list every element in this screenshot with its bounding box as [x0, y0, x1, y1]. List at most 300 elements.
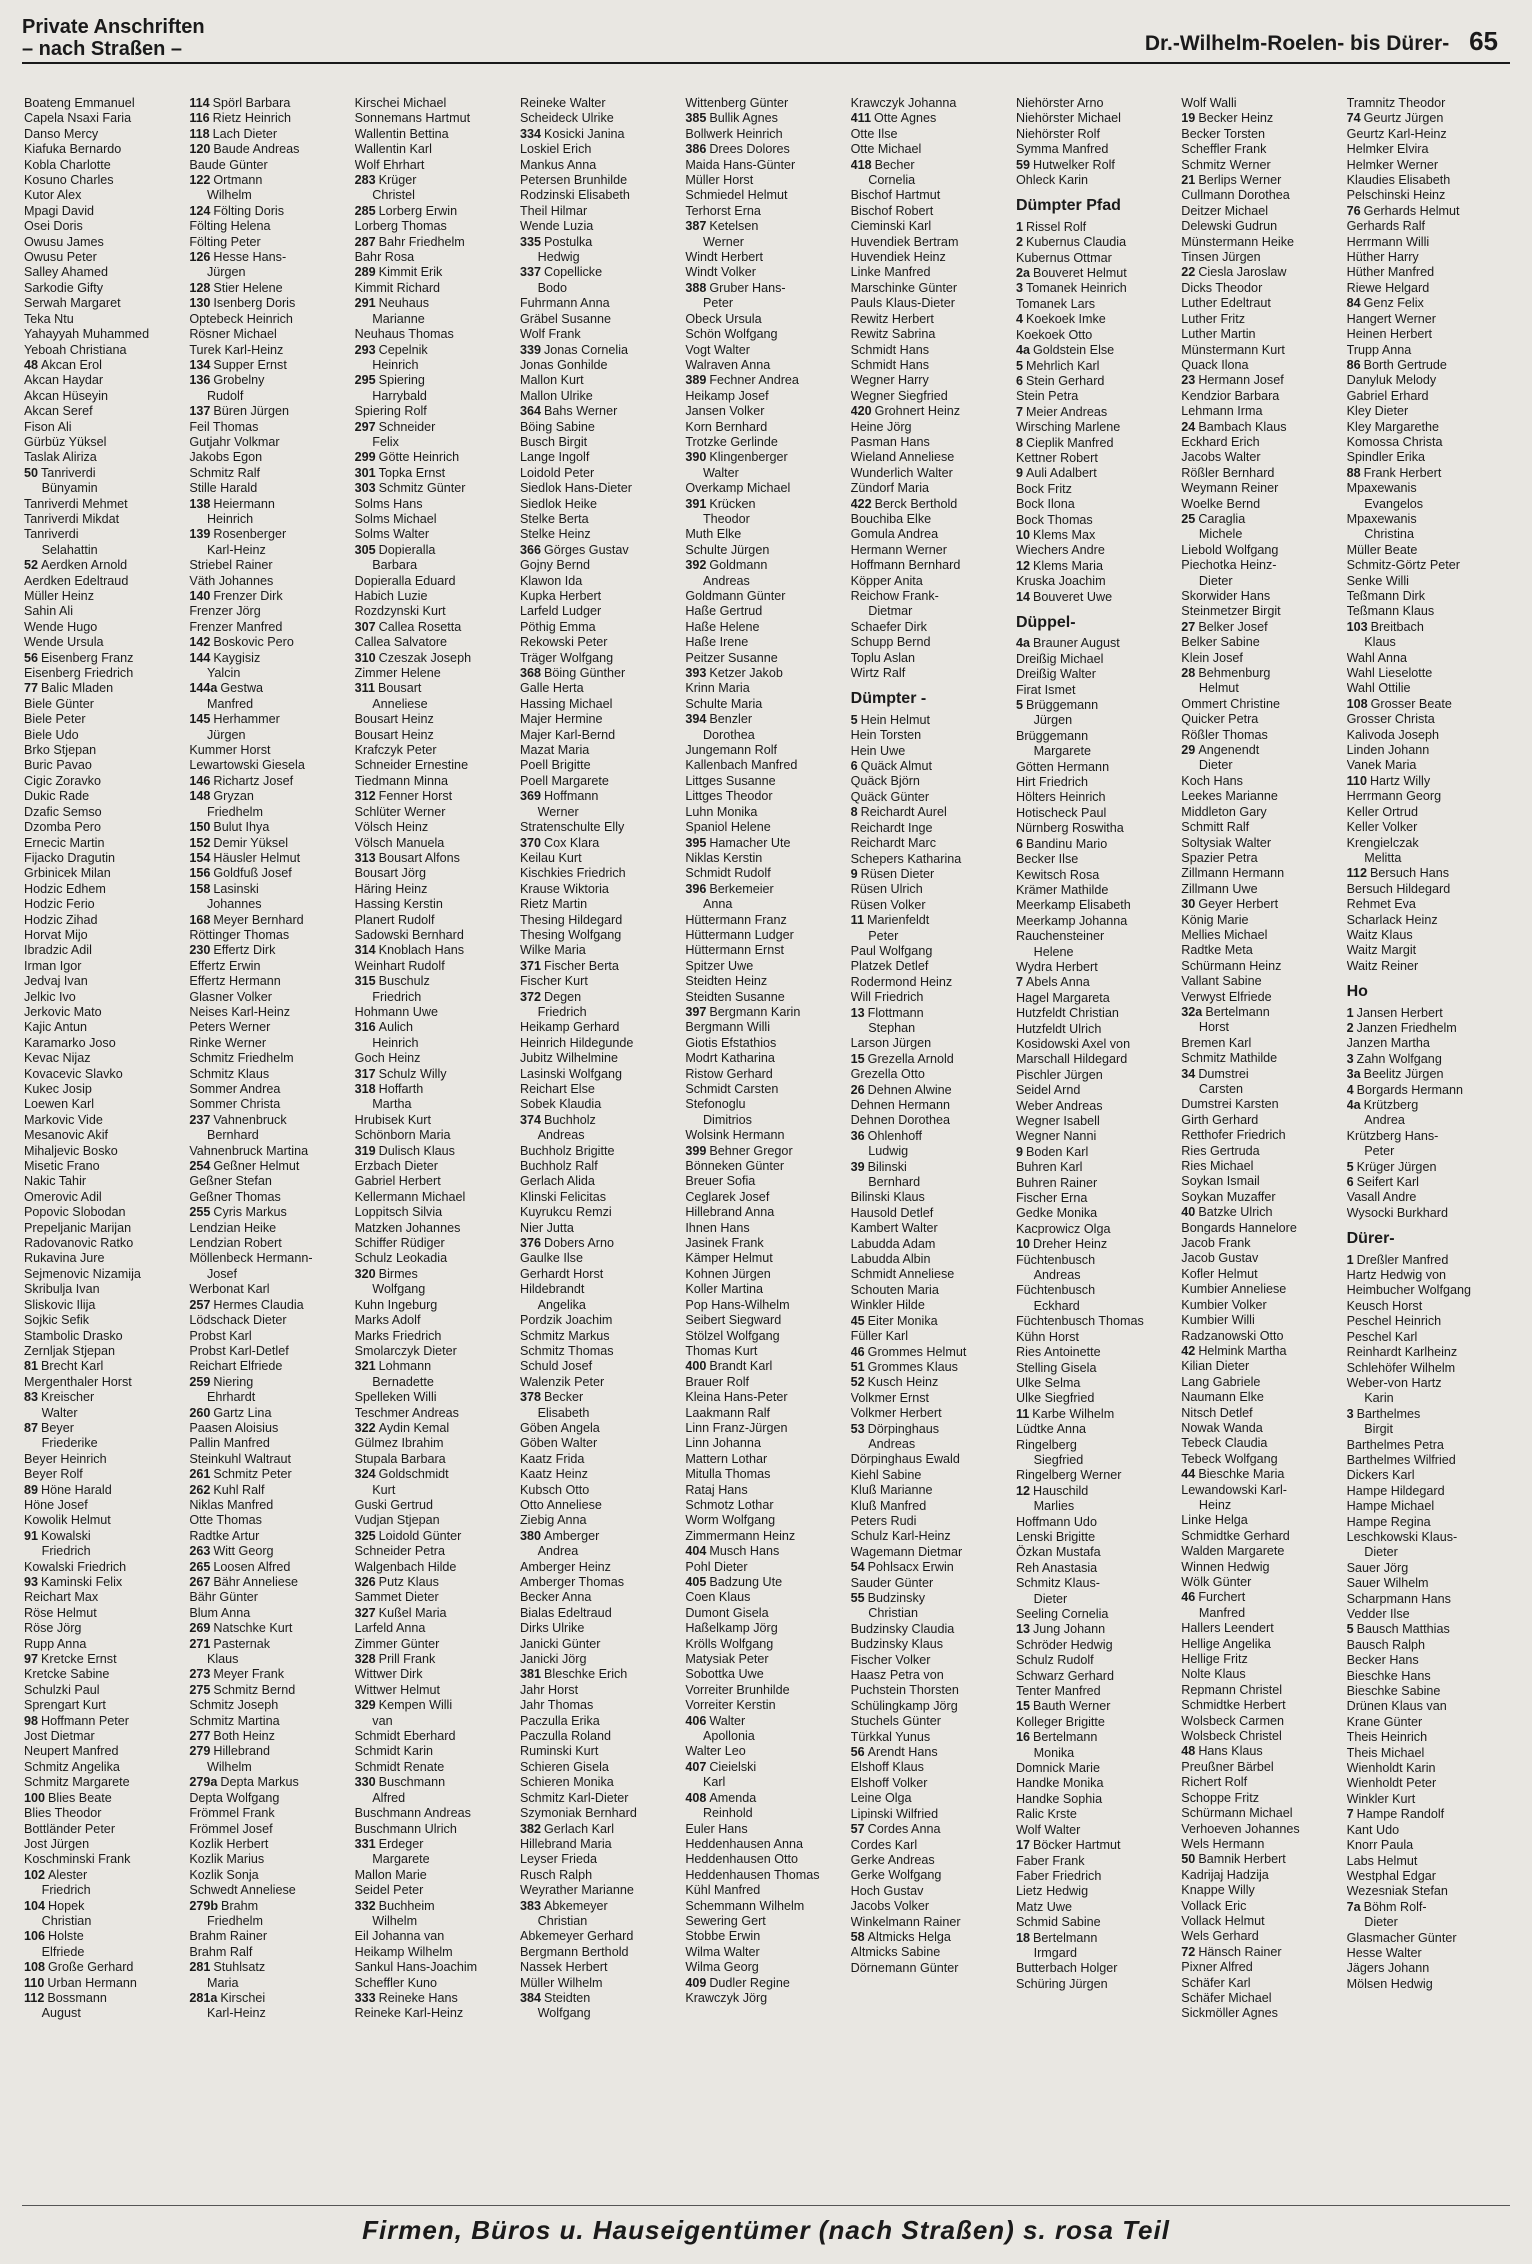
directory-entry	[189, 235, 350, 250]
directory-entry	[1347, 1036, 1508, 1051]
resident-name: Hotischeck Paul	[1015, 805, 1107, 820]
directory-entry	[24, 774, 185, 789]
directory-entry	[24, 1421, 185, 1436]
resident-name: Janzen Friedhelm	[1356, 1020, 1457, 1035]
resident-name: Striebel Rainer	[189, 558, 273, 573]
resident-name: Peters Werner	[189, 1020, 271, 1035]
resident-name: Ulke Selma	[1015, 1375, 1081, 1390]
resident-name: Birmes	[378, 1266, 418, 1281]
directory-entry	[520, 2006, 681, 2021]
house-number: 144a	[189, 681, 218, 696]
resident-name: Rauchensteiner	[1015, 929, 1105, 944]
house-number: 91	[24, 1528, 39, 1543]
directory-entry	[520, 1113, 681, 1128]
house-number: 254	[189, 1159, 211, 1174]
resident-name: Eckhard	[1033, 1298, 1080, 1313]
directory-entry	[1016, 1946, 1177, 1961]
directory-entry	[520, 1282, 681, 1297]
directory-entry	[520, 589, 681, 604]
resident-name: Jürgen	[206, 265, 246, 280]
resident-name: Lohmann	[378, 1359, 432, 1374]
resident-name: Eil Johanna van	[354, 1929, 445, 1944]
directory-entry	[24, 1529, 185, 1544]
directory-entry	[1347, 1884, 1508, 1899]
directory-entry	[355, 1914, 516, 1929]
directory-entry	[189, 327, 350, 342]
directory-entry	[1016, 667, 1177, 682]
directory-entry	[189, 974, 350, 989]
directory-entry	[685, 497, 846, 512]
directory-entry	[1016, 1206, 1177, 1221]
resident-name: Ziebig Anna	[519, 1513, 587, 1528]
directory-entry	[1181, 296, 1342, 311]
resident-name: Schwedt Anneliese	[189, 1883, 296, 1898]
resident-name: Schemmann Wilhelm	[685, 1898, 805, 1913]
resident-name: Frenzer Dirk	[213, 589, 283, 603]
resident-name: Haßelkamp Jörg	[685, 1621, 778, 1636]
resident-name: Kupka Herbert	[519, 589, 602, 603]
directory-entry	[520, 897, 681, 912]
house-number: 420	[850, 404, 872, 419]
resident-name: Goldstein Else	[1032, 343, 1115, 358]
directory-entry	[851, 512, 1012, 527]
directory-entry	[1347, 435, 1508, 450]
directory-entry	[1347, 697, 1508, 712]
directory-entry	[851, 1791, 1012, 1806]
resident-name: Thesing Hildegard	[519, 912, 623, 927]
directory-entry	[685, 204, 846, 219]
resident-name: Blies Beate	[48, 1790, 112, 1805]
resident-name: Gryzan	[213, 789, 254, 804]
directory-entry	[189, 1698, 350, 1713]
directory-entry	[355, 358, 516, 373]
directory-entry	[685, 173, 846, 188]
resident-name: Frank Herbert	[1363, 465, 1442, 480]
house-number: 27	[1181, 619, 1196, 634]
house-number: 269	[189, 1621, 211, 1636]
directory-entry	[24, 1637, 185, 1652]
directory-entry	[1347, 1391, 1508, 1406]
resident-name: Vahnenbruck Martina	[189, 1143, 309, 1158]
resident-name: Goldschmidt	[378, 1467, 449, 1482]
directory-entry	[189, 1205, 350, 1220]
resident-name: Selahattin	[41, 542, 98, 557]
resident-name: Goldmann	[709, 558, 768, 573]
directory-entry	[520, 543, 681, 558]
resident-name: Koekoek Imke	[1025, 312, 1106, 327]
resident-name: Brahm Rainer	[189, 1929, 268, 1944]
resident-name: Luther Edeltraut	[1181, 296, 1271, 311]
directory-entry	[355, 420, 516, 435]
directory-entry	[1347, 1715, 1508, 1730]
resident-name: Czeszak Joseph	[378, 650, 472, 665]
resident-name: Schröder Hedwig	[1015, 1637, 1113, 1652]
footer-rule	[22, 2205, 1510, 2206]
directory-entry	[1347, 450, 1508, 465]
resident-name: Buhren Rainer	[1015, 1175, 1098, 1190]
resident-name: Breitbach	[1370, 619, 1424, 634]
directory-entry	[189, 1729, 350, 1744]
resident-name: Petersen Brunhilde	[519, 173, 628, 188]
resident-name: Drünen Klaus van	[1346, 1699, 1447, 1714]
resident-name: Hodzic Zihad	[24, 912, 98, 927]
resident-name: Jahr Horst	[519, 1682, 579, 1697]
resident-name: Margarete	[372, 1852, 430, 1867]
resident-name: Kuyrukcu Remzi	[519, 1205, 612, 1220]
resident-name: Probst Karl	[189, 1328, 252, 1343]
directory-entry	[1347, 111, 1508, 126]
resident-name: Walter	[41, 1405, 78, 1420]
resident-name: Owusu Peter	[24, 250, 97, 265]
directory-entry	[355, 697, 516, 712]
resident-name: Demir Yüksel	[213, 835, 288, 850]
directory-column	[1347, 96, 1508, 2206]
directory-entry	[1016, 868, 1177, 883]
directory-entry	[24, 728, 185, 743]
resident-name: Müller Beate	[1346, 542, 1418, 557]
directory-entry	[24, 527, 185, 542]
resident-name: Bergmann Willi	[685, 1020, 770, 1035]
directory-entry	[685, 928, 846, 943]
directory-entry	[355, 1667, 516, 1682]
directory-entry	[1016, 1607, 1177, 1622]
directory-entry	[189, 1051, 350, 1066]
resident-name: Peschel Heinrich	[1346, 1314, 1442, 1329]
resident-name: Anneliese	[372, 696, 428, 711]
directory-entry	[24, 913, 185, 928]
directory-entry	[1016, 760, 1177, 775]
house-number: 108	[24, 1960, 46, 1975]
resident-name: Huvendiek Bertram	[850, 234, 959, 249]
house-number: 9	[1015, 1144, 1023, 1159]
house-number: 408	[685, 1790, 707, 1805]
resident-name: Frömmel Josef	[189, 1821, 273, 1836]
directory-entry	[685, 96, 846, 111]
resident-name: Borgards Hermann	[1356, 1082, 1464, 1097]
resident-name: Mattern Lothar	[685, 1451, 768, 1466]
directory-entry	[24, 1344, 185, 1359]
directory-entry	[1181, 1606, 1342, 1621]
house-number: 9	[1015, 466, 1023, 481]
resident-name: Lödschack Dieter	[189, 1313, 287, 1328]
directory-entry	[189, 1929, 350, 1944]
directory-entry	[1016, 1160, 1177, 1175]
resident-name: Bousart Heinz	[354, 712, 434, 727]
resident-name: Hangert Werner	[1346, 311, 1436, 326]
street-heading: Düppel-	[1015, 614, 1076, 631]
resident-name: Bongards Hannelore	[1181, 1220, 1297, 1235]
house-number: 289	[354, 265, 376, 280]
house-number: 140	[189, 589, 211, 603]
house-number: 319	[354, 1143, 376, 1158]
directory-entry	[520, 1960, 681, 1975]
resident-name: Hüttermann Ludger	[685, 927, 794, 942]
resident-name: Maria	[206, 1975, 239, 1990]
house-number: 303	[354, 481, 376, 496]
directory-entry	[520, 1852, 681, 1867]
directory-entry	[355, 1791, 516, 1806]
resident-name: Häring Heinz	[354, 881, 428, 896]
resident-name: Karl-Heinz	[206, 542, 266, 557]
directory-entry	[189, 1421, 350, 1436]
resident-name: Lendzian Heike	[189, 1220, 277, 1235]
directory-entry	[1347, 512, 1508, 527]
resident-name: Bersuch Hans	[1369, 866, 1450, 881]
house-number: 4a	[1015, 343, 1030, 358]
directory-entry	[24, 327, 185, 342]
resident-name: Heinrich	[372, 1035, 419, 1050]
directory-entry	[851, 867, 1012, 882]
resident-name: Krawczyk Johanna	[850, 96, 957, 110]
resident-name: Janzen Martha	[1346, 1036, 1430, 1051]
directory-entry	[1181, 928, 1342, 943]
directory-entry	[1016, 775, 1177, 790]
house-number: 332	[354, 1898, 376, 1913]
resident-name: Jürgen	[1033, 713, 1073, 728]
house-number: 5	[1346, 1622, 1354, 1637]
directory-entry	[1016, 1746, 1177, 1761]
house-number: 386	[685, 142, 707, 157]
resident-name: Marschinke Günter	[850, 280, 958, 295]
directory-entry	[685, 1051, 846, 1066]
directory-entry	[520, 527, 681, 542]
directory-entry	[1347, 1792, 1508, 1807]
house-number: 144	[189, 650, 211, 665]
house-number: 28	[1181, 666, 1196, 681]
resident-name: Hesse Walter	[1346, 1945, 1422, 1960]
directory-entry	[355, 1267, 516, 1282]
directory-entry	[851, 543, 1012, 558]
directory-entry	[851, 1036, 1012, 1051]
directory-entry	[1347, 882, 1508, 897]
house-number: 396	[685, 881, 707, 896]
directory-entry	[851, 188, 1012, 203]
directory-entry	[685, 1529, 846, 1544]
directory-entry	[189, 1806, 350, 1821]
resident-name: Littges Theodor	[685, 789, 773, 804]
directory-entry	[1016, 914, 1177, 929]
resident-name: Weinhart Rudolf	[354, 958, 445, 973]
resident-name: Carsten	[1198, 1082, 1244, 1096]
resident-name: Hellige Fritz	[1181, 1652, 1248, 1667]
directory-entry	[189, 1144, 350, 1159]
house-number: 34	[1181, 1066, 1196, 1081]
directory-entry	[851, 296, 1012, 311]
directory-entry	[1347, 281, 1508, 296]
resident-name: Abkemeyer Gerhard	[519, 1929, 634, 1944]
resident-name: Heinrich	[206, 511, 254, 526]
directory-entry	[685, 1590, 846, 1605]
resident-name: Tebeck Wolfgang	[1181, 1451, 1278, 1466]
directory-entry	[1347, 1021, 1508, 1036]
directory-entry	[1181, 1467, 1342, 1482]
resident-name: Ketelsen	[709, 219, 759, 234]
resident-name: Lange Ingolf	[519, 450, 590, 465]
resident-name: Musch Hans	[709, 1544, 780, 1559]
resident-name: Brko Stjepan	[24, 743, 97, 758]
directory-entry	[1181, 1329, 1342, 1344]
directory-entry	[355, 404, 516, 419]
house-number: 262	[189, 1482, 211, 1497]
resident-name: Behmenburg	[1198, 666, 1271, 681]
resident-name: Richert Rolf	[1181, 1775, 1248, 1790]
resident-name: Vollack Helmut	[1181, 1913, 1265, 1928]
directory-entry	[1347, 1977, 1508, 1992]
resident-name: Kutor Alex	[24, 188, 82, 203]
directory-entry	[685, 1159, 846, 1174]
house-number: 104	[24, 1898, 46, 1913]
resident-name: Larson Jürgen	[850, 1036, 932, 1051]
directory-entry	[1181, 1313, 1342, 1328]
resident-name: Theis Heinrich	[1346, 1730, 1428, 1745]
directory-entry	[520, 1775, 681, 1790]
directory-entry	[1181, 1714, 1342, 1729]
resident-name: Nowak Wanda	[1181, 1420, 1263, 1435]
directory-entry	[520, 1744, 681, 1759]
resident-name: Herhammer	[213, 712, 280, 727]
resident-name: Pasman Hans	[850, 434, 930, 449]
directory-entry	[520, 450, 681, 465]
resident-name: Heikamp Gerhard	[519, 1020, 620, 1035]
directory-entry	[520, 1390, 681, 1405]
resident-name: Hermes Claudia	[213, 1297, 304, 1312]
directory-entry	[189, 712, 350, 727]
resident-name: Jerkovic Mato	[24, 1004, 102, 1019]
directory-entry	[1347, 774, 1508, 789]
directory-entry	[1347, 651, 1508, 666]
house-number: 1	[1346, 1252, 1354, 1267]
resident-name: Klinski Felicitas	[519, 1189, 607, 1204]
resident-name: Schmitz Thomas	[519, 1343, 614, 1358]
directory-entry	[24, 497, 185, 512]
resident-name: Buschulz	[378, 974, 430, 989]
resident-name: Krölls Wolfgang	[685, 1636, 774, 1651]
directory-entry	[1181, 389, 1342, 404]
resident-name: Cullmann Dorothea	[1181, 188, 1290, 203]
resident-name: Zillmann Uwe	[1181, 881, 1258, 896]
directory-entry	[189, 435, 350, 450]
resident-name: Soykan Ismail	[1181, 1174, 1260, 1189]
house-number: 279	[189, 1744, 211, 1759]
resident-name: Walraven Anna	[685, 357, 771, 372]
resident-name: Bilinski Klaus	[850, 1190, 925, 1205]
directory-entry	[24, 1760, 185, 1775]
directory-entry	[520, 1205, 681, 1220]
directory-entry	[1181, 1452, 1342, 1467]
directory-entry	[1347, 913, 1508, 928]
resident-name: Ciesla Jaroslaw	[1198, 265, 1287, 280]
resident-name: Middleton Gary	[1181, 804, 1267, 819]
directory-entry	[189, 296, 350, 311]
resident-name: Tanriverdi	[41, 465, 96, 480]
directory-entry	[851, 204, 1012, 219]
resident-name: Göben Walter	[519, 1436, 598, 1451]
resident-name: Toplu Aslan	[850, 650, 916, 665]
directory-entry	[851, 527, 1012, 542]
resident-name: Füller Karl	[850, 1329, 909, 1344]
resident-name: Grommes Klaus	[867, 1359, 958, 1374]
resident-name: Friedhelm	[206, 804, 263, 819]
resident-name: Völsch Heinz	[354, 820, 429, 835]
resident-name: Isenberg Doris	[213, 296, 296, 311]
resident-name: Ristow Gerhard	[685, 1066, 773, 1081]
house-number: 4a	[1015, 636, 1030, 651]
directory-entry	[520, 743, 681, 758]
resident-name: Budzinsky Klaus	[850, 1637, 944, 1652]
directory-entry	[851, 589, 1012, 604]
directory-entry	[189, 1529, 350, 1544]
resident-name: Christian	[41, 1913, 92, 1928]
directory-entry	[520, 774, 681, 789]
resident-name: Heinz	[1198, 1497, 1232, 1512]
house-number: 29	[1181, 743, 1196, 758]
resident-name: Dzafic Semso	[24, 804, 102, 819]
resident-name: Bernhard	[206, 1128, 259, 1143]
directory-entry	[1181, 1375, 1342, 1390]
resident-name: Knorr Paula	[1346, 1838, 1414, 1853]
directory-entry	[1181, 512, 1342, 527]
directory-entry	[355, 1067, 516, 1082]
directory-entry	[24, 1375, 185, 1390]
directory-entry	[685, 404, 846, 419]
directory-entry	[355, 1714, 516, 1729]
resident-name: Schulzki Paul	[24, 1682, 100, 1697]
directory-column	[1016, 96, 1177, 2206]
resident-name: Wölk Günter	[1181, 1575, 1252, 1589]
resident-name: Müller Wilhelm	[519, 1975, 603, 1990]
resident-name: Dreßler Manfred	[1356, 1252, 1449, 1267]
resident-name: Habich Luzie	[354, 589, 428, 603]
resident-name: Nitsch Detlef	[1181, 1405, 1253, 1420]
directory-entry	[520, 882, 681, 897]
directory-entry	[685, 1005, 846, 1020]
directory-entry	[189, 1822, 350, 1837]
resident-name: Kambert Walter	[850, 1221, 938, 1236]
resident-name: Karbe Wilhelm	[1032, 1406, 1115, 1421]
resident-name: Brahm Ralf	[189, 1944, 253, 1959]
resident-name: Heimbucher Wolfgang	[1346, 1283, 1471, 1298]
resident-name: Kreischer	[41, 1390, 95, 1405]
house-number: 400	[685, 1359, 707, 1374]
directory-entry	[520, 1945, 681, 1960]
resident-name: Schwarz Gerhard	[1015, 1668, 1114, 1683]
directory-entry	[520, 836, 681, 851]
house-number: 404	[685, 1544, 707, 1559]
directory-entry	[1016, 1699, 1177, 1714]
directory-entry	[685, 851, 846, 866]
resident-name: Schupp Bernd	[850, 635, 931, 650]
directory-entry	[1016, 1730, 1177, 1745]
resident-name: Zahn Wolfgang	[1356, 1051, 1442, 1066]
resident-name: Thesing Wolfgang	[519, 927, 622, 942]
resident-name: Yalcin	[206, 666, 241, 681]
house-number: 98	[24, 1713, 39, 1728]
directory-entry	[1181, 1775, 1342, 1790]
resident-name: Kevac Nijaz	[24, 1051, 91, 1066]
resident-name: Dreher Heinz	[1032, 1237, 1108, 1252]
resident-name: Kühn Horst	[1015, 1329, 1079, 1344]
resident-name: Ibradzic Adil	[24, 943, 92, 958]
directory-entry	[189, 1344, 350, 1359]
directory-entry	[189, 312, 350, 327]
directory-entry	[1181, 604, 1342, 619]
resident-name: Markovic Vide	[24, 1112, 103, 1127]
resident-name: Heikamp Wilhelm	[354, 1944, 453, 1959]
house-number: 260	[189, 1405, 211, 1420]
house-number: 337	[519, 265, 541, 280]
directory-entry	[1016, 821, 1177, 836]
directory-entry	[1181, 574, 1342, 589]
